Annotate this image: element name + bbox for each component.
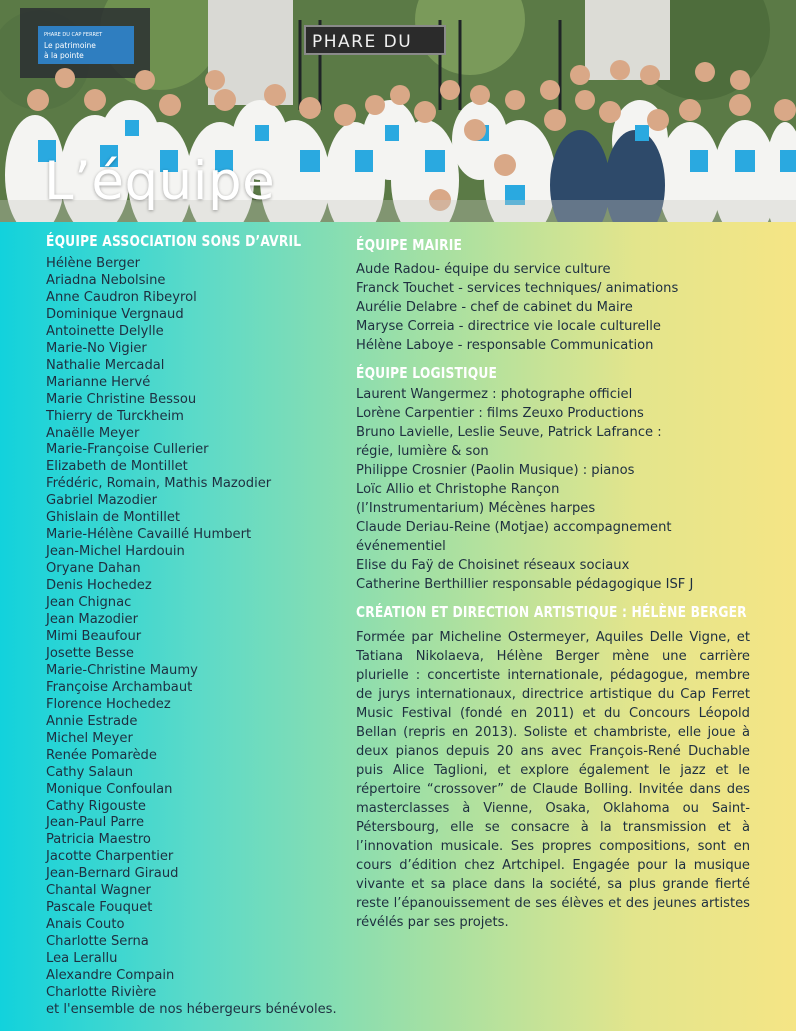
list-item: Lorène Carpentier : films Zeuxo Productions [356, 405, 644, 421]
list-item: Maryse Correia - directrice vie locale culturelle [356, 319, 661, 334]
logistique-heading: ÉQUIPE LOGISTIQUE [356, 364, 498, 382]
mairie-section [356, 236, 750, 355]
logistique-section [356, 364, 750, 594]
creation-biography: Formée par Micheline Ostermeyer, Aquiles Delle Vigne, et Tatiana Nikolaeva, Hélène Berger mène une carrière plurielle : concertiste internationale, pédagogue, membre de jurys internationaux, directrice artistique du Cap Ferret Music Festival (fondé en 2011) et du Concours Léopold Bellan (repris en 2013). Soliste et chambriste, elle joue à deux pianos depuis 20 ans avec François-René Duchable puis Alice Taglioni, et explore également le jazz et le répertoire “crossover” de Claude Bolling. Invitée dans des masterclasses à Vienne, Osaka, Oklahoma ou Saint-Pétersbourg, elle se consacre à la transmission et à l’innovation musicale. Ses propres compositions, sont en cours d’édition chez Artchipel. Engagée pour la musique vivante et sa place dans la société, sa plus grande fierté reste l’épanouissement de ses élèves et des jeunes artistes révélés par ses projets. [356, 630, 750, 931]
list-item: Bruno Lavielle, Leslie Seuve, Patrick Lafrance : [356, 424, 662, 440]
list-item: Thierry de Turckheim [46, 408, 184, 424]
team-photo [0, 0, 796, 222]
list-item: Hélène Berger [46, 256, 141, 271]
list-item: Marianne Hervé [46, 374, 151, 390]
list-item: Oryane Dahan [46, 561, 141, 577]
list-item: Marie-No Vigier [46, 340, 147, 356]
right-column [356, 236, 750, 932]
list-item: Marie Christine Bessou [46, 391, 197, 407]
list-item: Aude Radou- équipe du service culture [356, 262, 611, 277]
sign-center: PHARE DU [312, 32, 413, 52]
sign-left-line-2: Le patrimoine [44, 41, 96, 50]
list-item: Ariadna Nebolsine [46, 272, 166, 288]
list-item: Jacotte Charpentier [46, 849, 174, 865]
page-title: L’équipe [44, 151, 276, 212]
creation-heading: CRÉATION ET DIRECTION ARTISTIQUE : HÉLÈNE BERGER [356, 603, 747, 622]
list-item: Hélène Laboye - responsable Communication [356, 338, 654, 353]
list-item: Pascale Fouquet [46, 900, 153, 916]
list-item: Françoise Archambaut [46, 679, 193, 695]
list-item: Jean Mazodier [46, 612, 138, 628]
list-item: Monique Confoulan [46, 781, 173, 797]
list-item: Gabriel Mazodier [46, 493, 157, 509]
list-item: Marie-Hélène Cavaillé Humbert [46, 527, 252, 543]
list-item: Ghislain de Montillet [46, 510, 181, 526]
list-item: Philippe Crosnier (Paolin Musique) : pianos [356, 462, 635, 478]
list-item: Frédéric, Romain, Mathis Mazodier [46, 476, 272, 492]
sign-left-line-1: PHARE DU CAP FERRET [44, 32, 103, 38]
association-member-list [46, 256, 346, 1019]
list-item: et l'ensemble de nos hébergeurs bénévoles. [46, 1001, 337, 1017]
list-item: Florence Hochedez [46, 696, 171, 712]
list-item: Catherine Berthillier responsable pédagogique ISF J [356, 576, 694, 592]
mairie-heading: ÉQUIPE MAIRIE [356, 236, 463, 254]
list-item: Jean-Bernard Giraud [46, 866, 179, 882]
association-heading: ÉQUIPE ASSOCIATION SONS D’AVRIL [46, 232, 302, 250]
list-item: Elizabeth de Montillet [46, 459, 188, 475]
list-item: Josette Besse [46, 645, 134, 661]
list-item: événementiel [356, 538, 446, 554]
list-item: Marie-Christine Maumy [46, 662, 198, 678]
list-item: Patricia Maestro [46, 832, 151, 848]
list-item: Lea Lerallu [46, 951, 118, 967]
list-item: Anaëlle Meyer [46, 425, 140, 441]
sign-left-line-3: à la pointe [44, 51, 84, 60]
list-item: Aurélie Delabre - chef de cabinet du Maire [356, 300, 633, 315]
list-item: Denis Hochedez [46, 578, 152, 594]
association-section [46, 232, 346, 1019]
list-item: Cathy Rigouste [46, 798, 146, 814]
list-item: Charlotte Serna [46, 934, 149, 950]
list-item: Franck Touchet - services techniques/ animations [356, 281, 679, 296]
list-item: Claude Deriau-Reine (Motjae) accompagnement [356, 519, 672, 535]
list-item: Dominique Vergnaud [46, 306, 184, 322]
list-item: Nathalie Mercadal [46, 357, 165, 373]
list-item: Marie-Françoise Cullerier [46, 442, 209, 458]
list-item: Jean-Paul Parre [46, 815, 145, 831]
list-item: Alexandre Compain [46, 968, 175, 984]
list-item: Anne Caudron Ribeyrol [46, 289, 197, 305]
list-item: Annie Estrade [46, 713, 138, 729]
list-item: Jean-Michel Hardouin [46, 544, 185, 560]
list-item: (l’Instrumentarium) Mécènes harpes [356, 500, 596, 516]
list-item: Charlotte Rivière [46, 984, 157, 1000]
list-item: Laurent Wangermez : photographe officiel [356, 387, 633, 402]
list-item: Jean Chignac [46, 595, 132, 611]
list-item: Elise du Faÿ de Choisinet réseaux sociaux [356, 557, 630, 573]
list-item: Michel Meyer [46, 730, 133, 746]
list-item: Antoinette Delylle [46, 323, 164, 339]
list-item: Renée Pomarède [46, 747, 157, 763]
list-item: Mimi Beaufour [46, 628, 142, 644]
creation-section [356, 603, 750, 932]
list-item: régie, lumière & son [356, 443, 489, 459]
list-item: Cathy Salaun [46, 764, 134, 780]
list-item: Chantal Wagner [46, 883, 151, 899]
list-item: Anais Couto [46, 917, 125, 933]
list-item: Loïc Allio et Christophe Rançon [356, 481, 560, 497]
